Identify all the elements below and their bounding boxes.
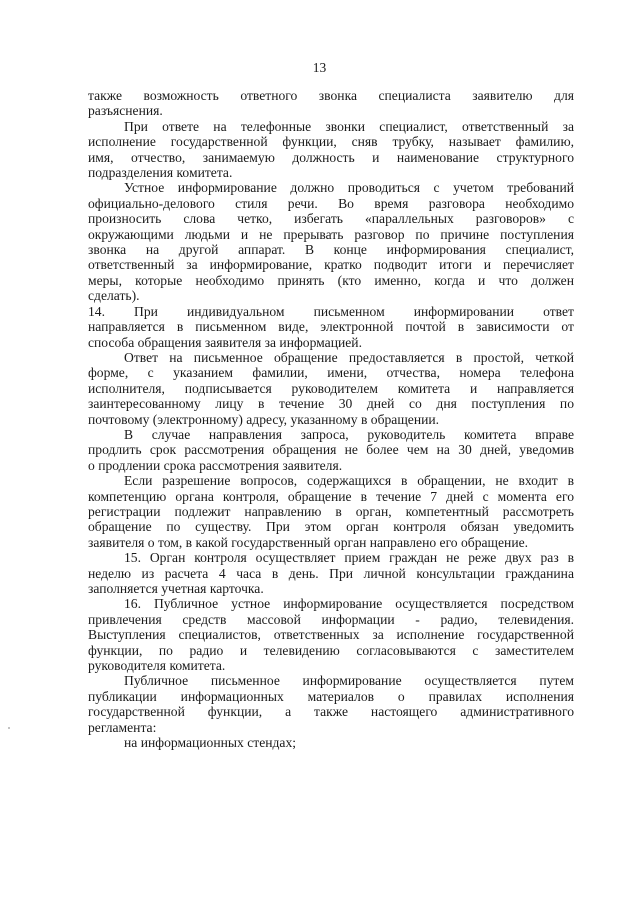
text-line: почтовому (электронному) адресу, указанному в обращении. xyxy=(88,411,440,427)
text-line: также возможность ответного звонка специалиста заявителю для xyxy=(88,88,574,103)
text-line: Публичное письменное информирование осуществляется путем xyxy=(124,673,574,689)
page-number: 13 xyxy=(312,60,327,75)
scan-speck xyxy=(8,727,10,729)
paragraph-competence-redirect xyxy=(88,473,574,550)
paragraph-item-15 xyxy=(88,550,574,596)
paragraph-phone-answer xyxy=(88,119,574,181)
paragraph-item-14 xyxy=(88,304,574,350)
paragraph-request-extension xyxy=(88,427,574,473)
text-line: 14. При индивидуальном письменном информировании ответ xyxy=(88,303,574,319)
text-line: регистрации подлежит направлению в орган, компетентный рассмотреть xyxy=(88,503,574,519)
text-line: направляется в письменном виде, электронной почтой в зависимости от xyxy=(88,319,574,335)
paragraph-item-16 xyxy=(88,596,574,673)
text-line: форме, с указанием фамилии, имени, отчества, номера телефона xyxy=(88,365,574,381)
paragraph-callback-continuation xyxy=(88,88,574,119)
paragraph-info-stands xyxy=(88,735,574,750)
text-line: Устное информирование должно проводиться с учетом требований xyxy=(124,180,574,196)
paragraph-public-written xyxy=(88,673,574,735)
text-line: 16. Публичное устное информирование осуществляется посредством xyxy=(124,596,574,612)
text-line: ответственный за информирование, кратко подводит итоги и перечисляет xyxy=(88,257,574,273)
text-line: исполнение государственной функции, сняв трубку, называет фамилию, xyxy=(88,134,574,150)
text-line: заявителя о том, в какой государственный орган направлено его обращение. xyxy=(88,534,529,550)
text-line: сделать). xyxy=(88,288,140,304)
text-line: подразделения комитета. xyxy=(88,165,233,181)
text-line: о продлении срока рассмотрения заявителя. xyxy=(88,457,343,473)
text-line: Если разрешение вопросов, содержащихся в обращении, не входит в xyxy=(124,473,574,489)
text-line: на информационных стендах; xyxy=(124,735,297,751)
text-line: заинтересованному лицу в течение 30 дней со дня поступления по xyxy=(88,396,574,412)
text-line: разъяснения. xyxy=(88,103,163,119)
text-line: имя, отчество, занимаемую должность и наименование структурного xyxy=(88,149,574,165)
text-line: исполнителя, подписывается руководителем комитета и направляется xyxy=(88,380,574,396)
text-line: способа обращения заявителя за информацией. xyxy=(88,334,362,350)
text-line: произносить слова четко, избегать «параллельных разговоров» с xyxy=(88,211,574,227)
text-line: функции, по радио и телевидению согласовываются с заместителем xyxy=(88,642,574,658)
text-line: государственной функции, а также настоящего административного xyxy=(88,704,574,720)
text-line: публикации информационных материалов о правилах исполнения xyxy=(88,688,574,704)
document-body xyxy=(88,88,574,750)
paragraph-written-reply xyxy=(88,350,574,427)
text-line: регламента: xyxy=(88,719,157,735)
text-line: официально-делового стиля речи. Во время разговора необходимо xyxy=(88,195,574,211)
text-line: привлечения средств массовой информации - радио, телевидения. xyxy=(88,611,574,627)
text-line: окружающими людьми и не прерывать разговор по причине поступления xyxy=(88,226,574,242)
text-line: компетенцию органа контроля, обращение в течение 7 дней с момента его xyxy=(88,488,574,504)
text-line: В случае направления запроса, руководитель комитета вправе xyxy=(124,426,574,442)
text-line: меры, которые необходимо принять (кто именно, когда и что должен xyxy=(88,272,574,288)
text-line: продлить срок рассмотрения обращения не более чем на 30 дней, уведомив xyxy=(88,442,574,458)
text-line: звонка на другой аппарат. В конце информирования специалист, xyxy=(88,242,574,258)
text-line: руководителя комитета. xyxy=(88,658,226,674)
text-line: обращение по существу. При этом орган контроля обязан уведомить xyxy=(88,519,574,535)
text-line: 15. Орган контроля осуществляет прием граждан не реже двух раз в xyxy=(124,550,574,566)
text-line: Ответ на письменное обращение предоставляется в простой, четкой xyxy=(124,349,574,365)
paragraph-oral-informing xyxy=(88,180,574,303)
text-line: неделю из расчета 4 часа в день. При личной консультации гражданина xyxy=(88,565,574,581)
text-line: заполняется учетная карточка. xyxy=(88,581,264,596)
text-line: При ответе на телефонные звонки специалист, ответственный за xyxy=(124,118,574,134)
text-line: Выступления специалистов, ответственных за исполнение государственной xyxy=(88,627,574,643)
